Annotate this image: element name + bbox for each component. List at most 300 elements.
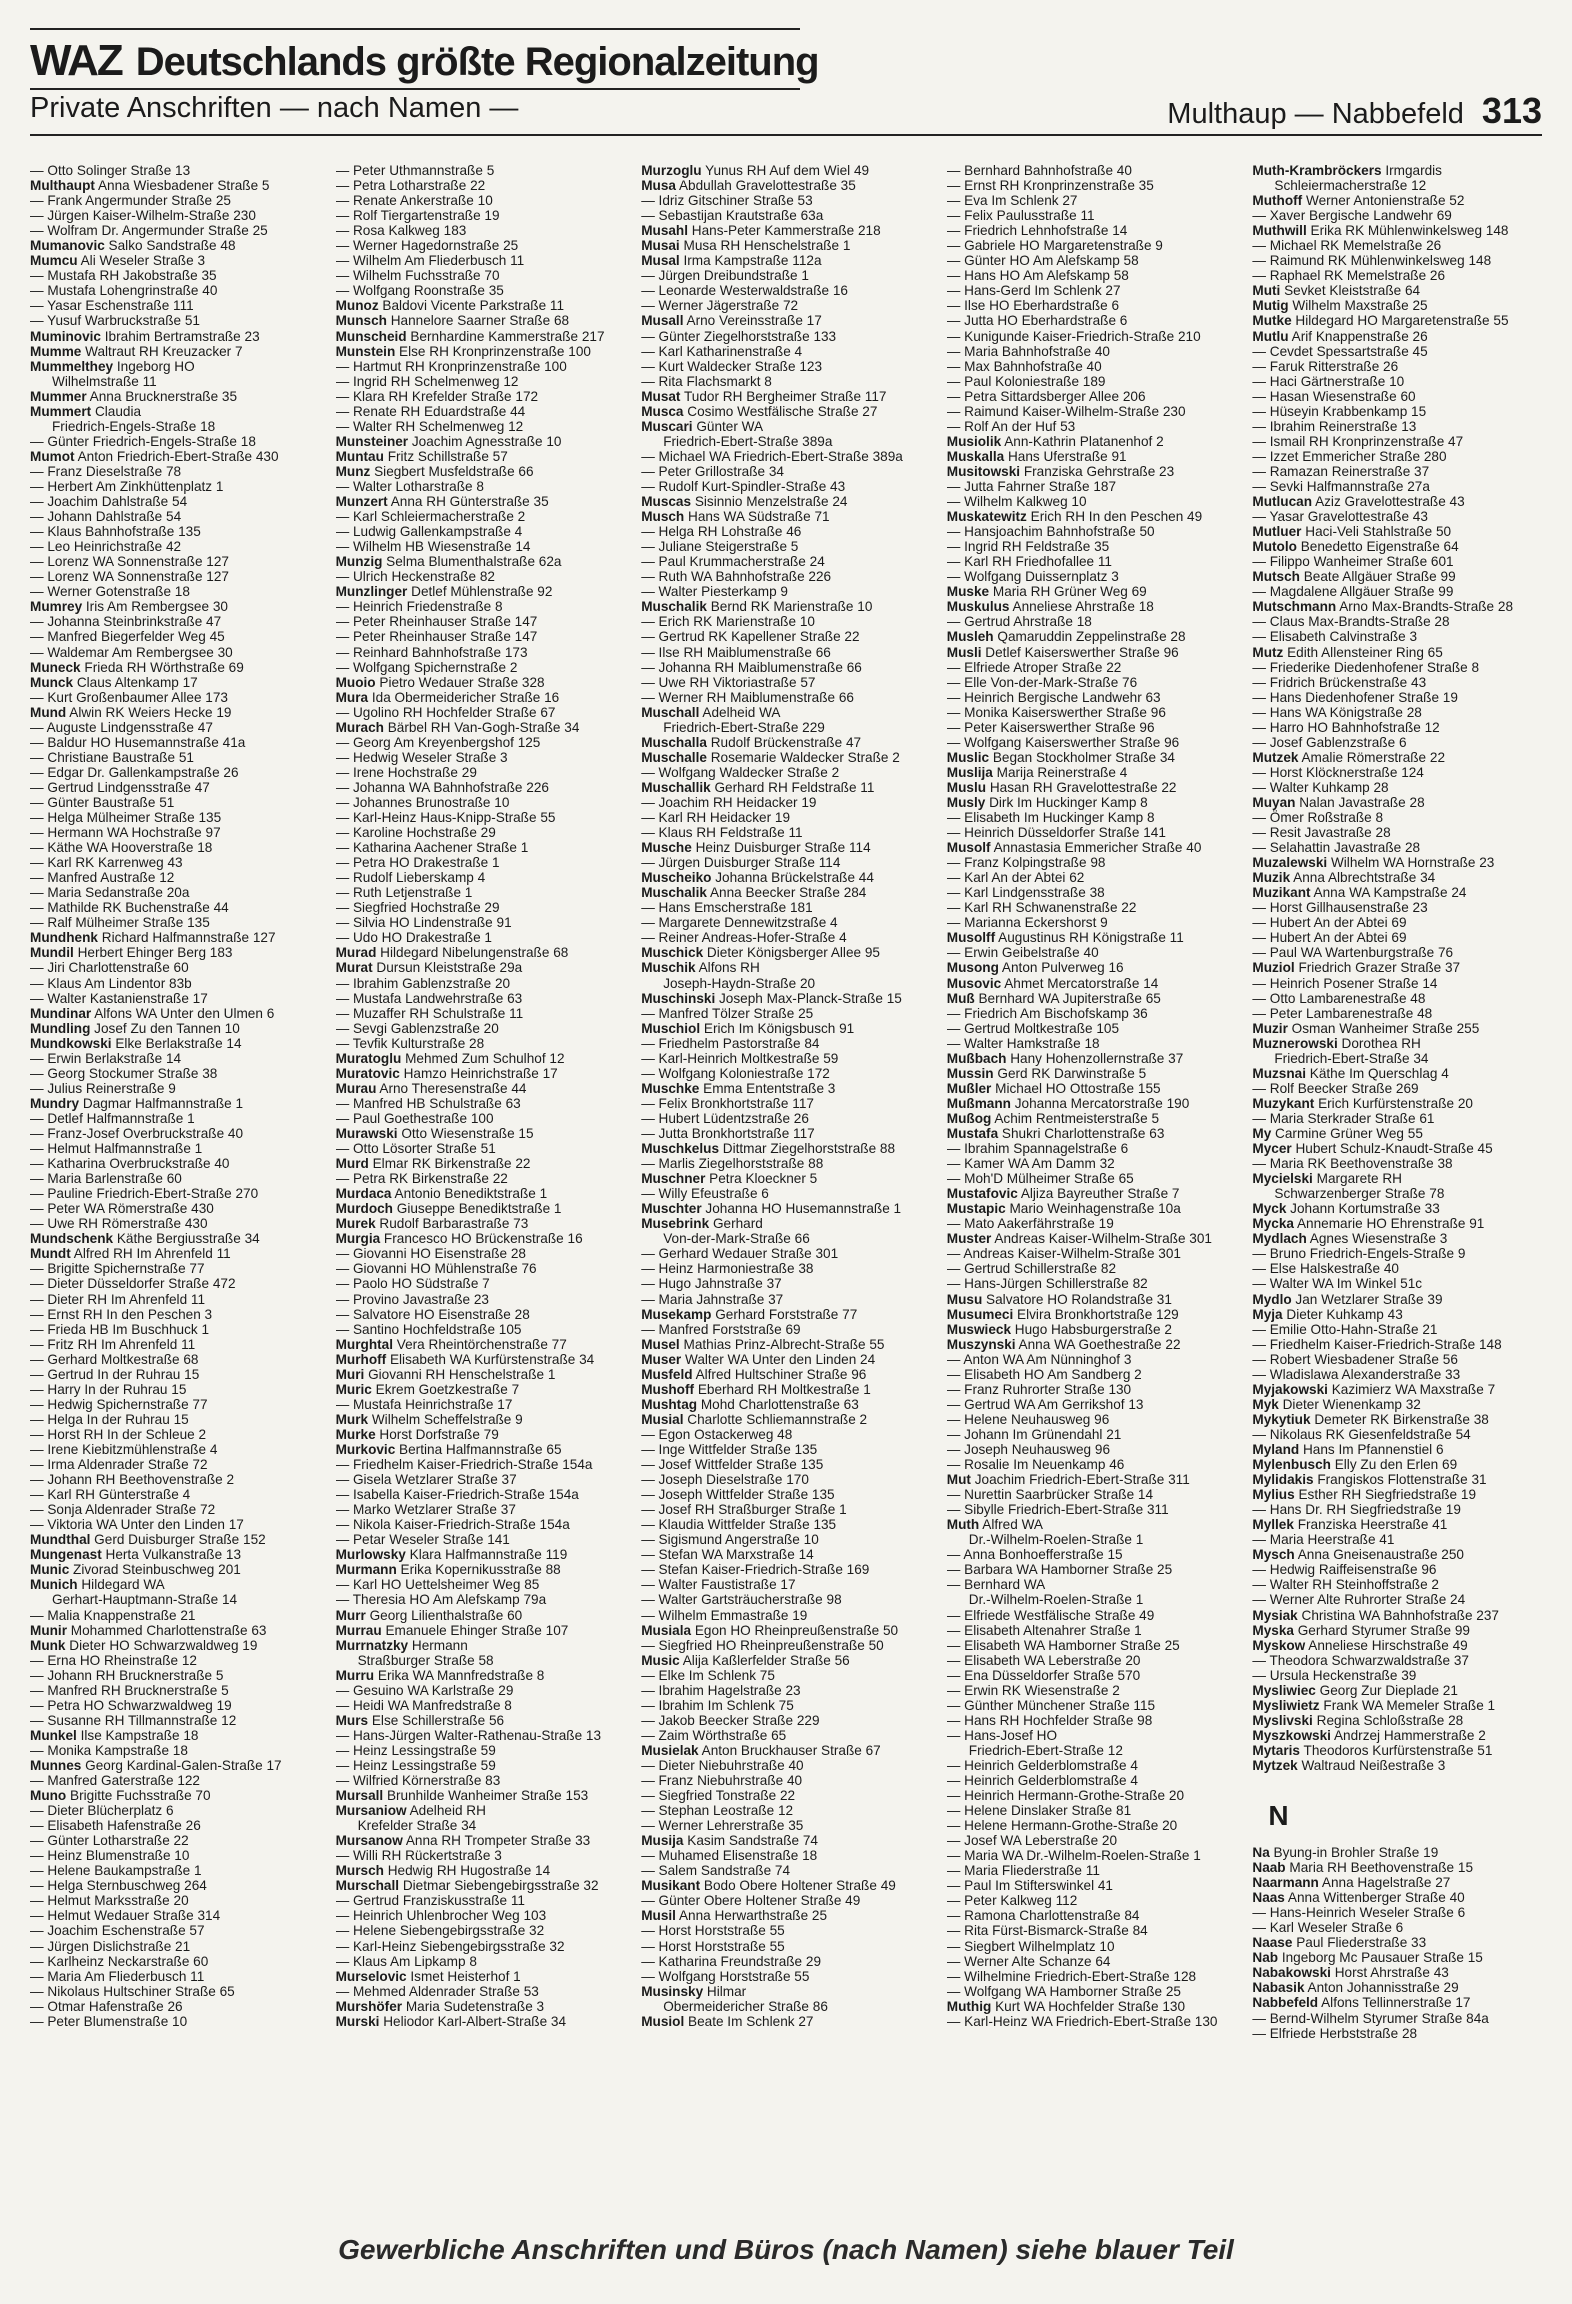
surname-entry: Muslija Marija Reinerstraße 4 [946, 764, 1128, 780]
surname-entry: Mutlu Arif Knappenstraße 26 [1252, 328, 1428, 344]
name-entry: — Ruth Letjenstraße 1 [335, 885, 473, 901]
name-entry: — Dieter Blücherplatz 6 [30, 1803, 174, 1819]
name-entry: — Reinhard Bahnhofstraße 173 [335, 644, 528, 660]
surname: Muneck [30, 659, 81, 675]
surname-entry: Mundhenk Richard Halfmannstraße 127 [30, 930, 276, 946]
surname-entry: Muric Ekrem Goetzkestraße 7 [335, 1381, 520, 1397]
surname-entry: Murmann Erika Kopernikusstraße 88 [335, 1562, 561, 1578]
surname: Muminovic [30, 328, 101, 344]
name-entry: — Dieter Düsseldorfer Straße 472 [30, 1276, 236, 1292]
surname-entry: Murlowsky Klara Halfmannstraße 119 [335, 1547, 568, 1563]
name-entry: — Katharina Aachener Straße 1 [335, 840, 529, 856]
masthead [30, 36, 819, 86]
name-entry: — Walter Lotharstraße 8 [335, 478, 484, 494]
name-entry: — Rita Flachsmarkt 8 [641, 373, 772, 389]
surname: Muzikant [1252, 885, 1311, 901]
name-entry: — Werner RH Maiblumenstraße 66 [641, 689, 854, 705]
name-entry: — Maria Jahnstraße 37 [641, 1291, 784, 1307]
surname: Muzalewski [1252, 855, 1328, 871]
surname-entry: Muschick Dieter Königsberger Allee 95 [641, 945, 880, 961]
name-entry: — Ursula Heckenstraße 39 [1252, 1667, 1417, 1683]
name-entry: — Franz Ruhrorter Straße 130 [946, 1381, 1132, 1397]
name-entry: — Rosalie Im Neuenkamp 46 [946, 1457, 1125, 1473]
surname: Munzlinger [335, 584, 408, 600]
name-entry: — Gisela Wetzlarer Straße 37 [335, 1472, 517, 1488]
surname: Murzoglu [641, 163, 702, 178]
name-entry: — Erwin RK Wiesenstraße 2 [946, 1682, 1120, 1698]
surname: Mundhenk [30, 930, 98, 946]
surname: Mut [946, 1472, 971, 1488]
surname-entry: Muschner Petra Kloeckner 5 [641, 1171, 818, 1187]
name-entry: — Maria Fliederstraße 11 [946, 1863, 1100, 1879]
name-entry: — Helga Sternbuschweg 264 [30, 1878, 207, 1894]
surname-entry: Myjakowski Kazimierz WA Maxstraße 7 [1252, 1381, 1496, 1397]
name-entry: — Sibylle Friedrich-Ebert-Straße 311 [946, 1502, 1169, 1518]
surname: Musong [946, 960, 999, 976]
surname: Music [641, 1652, 680, 1668]
name-entry: — Elisabeth Hafenstraße 26 [30, 1818, 201, 1834]
name-entry: — Jürgen Dislichstraße 21 [30, 1938, 191, 1954]
surname: Muratoglu [335, 1050, 402, 1066]
surname-entry: Multhaupt Anna Wiesbadener Straße 5 [30, 178, 270, 194]
name-entry: — Wolfgang Waldecker Straße 2 [641, 764, 840, 780]
surname: Mundthal [30, 1532, 91, 1548]
surname-entry: Muthoff Werner Antonienstraße 52 [1252, 193, 1465, 209]
name-range-label: Multhaup — Nabbefeld [1167, 98, 1464, 130]
name-entry: — Lorenz WA Sonnenstraße 127 [30, 554, 229, 570]
surname: Musiolik [946, 433, 1002, 449]
surname-entry: Mundil Herbert Ehinger Berg 183 [30, 945, 233, 961]
name-entry: — Helene Siebengebirgsstraße 32 [335, 1923, 545, 1939]
name-entry: — Fritz RH Im Ahrenfeld 11 [30, 1336, 196, 1352]
surname: Musahl [641, 223, 689, 239]
name-entry: — Walter RH Steinhoffstraße 2 [1252, 1577, 1439, 1593]
surname-entry: Musielak Anton Bruckhauser Straße 67 [641, 1742, 881, 1758]
surname: Muschner [641, 1171, 706, 1187]
entry-continuation: Dr.-Wilhelm-Roelen-Straße 1 [968, 1532, 1144, 1548]
surname-entry: Musiolik Ann-Kathrin Platanenhof 2 [946, 433, 1164, 449]
surname: Mundry [30, 1095, 80, 1111]
surname-entry: Muyan Nalan Javastraße 28 [1252, 794, 1425, 810]
surname: Munsch [335, 313, 387, 329]
name-entry: — Paul Im Stifterswinkel 41 [946, 1878, 1113, 1894]
surname-entry: Mycka Annemarie HO Ehrenstraße 91 [1252, 1216, 1485, 1232]
surname: Musinsky [641, 1983, 704, 1999]
surname: Muser [641, 1351, 682, 1367]
name-entry: — Kurt Waldecker Straße 123 [641, 358, 823, 374]
name-entry: — Heidi WA Manfredstraße 8 [335, 1697, 512, 1713]
name-entry: — Helene Dinslaker Straße 81 [946, 1803, 1132, 1819]
name-entry: — Edgar Dr. Gallenkampstraße 26 [30, 764, 239, 780]
surname-entry: Murek Rudolf Barbarastraße 73 [335, 1216, 529, 1232]
name-entry: — Ilse RH Maiblumenstraße 66 [641, 644, 831, 660]
surname-entry: Mustapic Mario Weinhagenstraße 10a [946, 1201, 1181, 1217]
surname-entry: Munkel Ilse Kampstraße 18 [30, 1727, 199, 1743]
surname-entry: Mumanovic Salko Sandstraße 48 [30, 238, 236, 254]
surname-entry: Murschall Dietmar Siebengebirgsstraße 32 [335, 1878, 599, 1894]
surname-entry: Myck Johann Kortumstraße 33 [1252, 1201, 1440, 1217]
surname: Murdoch [335, 1201, 393, 1217]
surname-entry: Mursanow Anna RH Trompeter Straße 33 [335, 1833, 591, 1849]
name-entry: — Maria Sedanstraße 20a [30, 885, 190, 901]
surname: Mußog [946, 1110, 992, 1126]
surname: Muslic [946, 749, 990, 765]
name-entry: — Susanne RH Tillmannstraße 12 [30, 1712, 237, 1728]
name-entry: — Kunigunde Kaiser-Friedrich-Straße 210 [946, 328, 1201, 344]
name-entry: — Klaus Am Lipkamp 8 [335, 1953, 477, 1969]
surname: Mykytiuk [1252, 1411, 1311, 1427]
surname-entry: Mutz Edith Allensteiner Ring 65 [1252, 644, 1443, 660]
surname-entry: Musolff Augustinus RH Königstraße 11 [946, 930, 1184, 946]
surname-entry: Mylidakis Frangiskos Flottenstraße 31 [1252, 1472, 1487, 1488]
surname-entry: Musfeld Alfred Hultschiner Straße 96 [641, 1366, 867, 1382]
name-entry: — Udo HO Drakestraße 1 [335, 930, 492, 946]
name-entry: — Günter Obere Holtener Straße 49 [641, 1893, 861, 1909]
surname-entry: Muth Alfred WA [946, 1517, 1043, 1533]
name-entry: — Wolfram Dr. Angermunder Straße 25 [30, 223, 268, 239]
surname-entry: Musal Irma Kampstraße 112a [641, 253, 822, 269]
surname: Mydlo [1252, 1291, 1292, 1307]
name-entry: — Yasar Gravelottestraße 43 [1252, 509, 1428, 525]
surname: Myjakowski [1252, 1381, 1328, 1397]
surname-entry: Muno Brigitte Fuchsstraße 70 [30, 1788, 211, 1804]
surname-entry: Musiala Egon HO Rheinpreußenstraße 50 [641, 1622, 899, 1638]
surname-entry: Musu Salvatore HO Rolandstraße 31 [946, 1291, 1172, 1307]
surname: Muslija [946, 764, 993, 780]
surname: Muschalik [641, 599, 707, 615]
name-entry: — Jutta HO Eberhardstraße 6 [946, 313, 1128, 329]
name-entry: — Raimund RK Mühlenwinkelsweg 148 [1252, 253, 1492, 269]
name-entry: — Izzet Emmericher Straße 280 [1252, 448, 1447, 464]
name-entry: — Karl Katharinenstraße 4 [641, 343, 803, 359]
name-entry: — Karl RH Günterstraße 4 [30, 1487, 191, 1503]
surname-entry: Munzert Anna RH Günterstraße 35 [335, 494, 549, 510]
surname-entry: Murke Horst Dorfstraße 79 [335, 1426, 499, 1442]
surname: Nabakowski [1252, 1965, 1331, 1981]
surname-entry: Muntau Fritz Schillstraße 57 [335, 448, 508, 464]
surname: Muschke [641, 1080, 700, 1096]
name-entry: — Ramona Charlottenstraße 84 [946, 1908, 1140, 1924]
surname-entry: Muznerowski Dorothea RH [1252, 1035, 1421, 1051]
name-entry: — Ibrahim Spannagelstraße 6 [946, 1141, 1129, 1157]
surname-entry: Munzig Selma Blumenthalstraße 62a [335, 554, 562, 570]
surname-entry: Muslu Hasan RH Gravelottestraße 22 [946, 779, 1177, 795]
surname-entry: Munzlinger Detlef Mühlenstraße 92 [335, 584, 553, 600]
surname-entry: Murkovic Bertina Halfmannstraße 65 [335, 1441, 562, 1457]
surname-entry: Musly Dirk Im Huckinger Kamp 8 [946, 794, 1148, 810]
surname: Musch [641, 509, 685, 525]
name-entry: — Manfred Tölzer Straße 25 [641, 1005, 814, 1021]
surname: Mungenast [30, 1547, 102, 1563]
name-entry: — Heinrich Friedenstraße 8 [335, 599, 503, 615]
name-entry: — Georg Stockumer Straße 38 [30, 1065, 218, 1081]
entry-continuation: Schleiermacherstraße 12 [1274, 178, 1427, 194]
name-entry: — Faruk Ritterstraße 26 [1252, 358, 1399, 374]
surname: Mumrey [30, 599, 83, 615]
name-entry: — Jutta Bronkhortstraße 117 [641, 1126, 815, 1141]
surname-entry: Mylius Esther RH Siegfriedstraße 19 [1252, 1487, 1477, 1503]
surname: Nabbefeld [1252, 1995, 1319, 2011]
name-entry: — Waldemar Am Rembergsee 30 [30, 644, 233, 660]
name-entry: — Willi RH Rückertstraße 3 [335, 1848, 502, 1864]
name-entry: — Jiri Charlottenstraße 60 [30, 960, 189, 976]
name-entry: — Ernst RH In den Peschen 3 [30, 1306, 213, 1322]
name-entry: — Kurt Großenbaumer Allee 173 [30, 689, 228, 705]
name-entry: — Josef WA Leberstraße 20 [946, 1833, 1118, 1849]
name-entry: — Jakob Beecker Straße 229 [641, 1712, 820, 1728]
name-entry: — Karl-Heinz WA Friedrich-Ebert-Straße 130 [946, 2013, 1218, 2029]
surname: Musal [641, 253, 680, 269]
surname-entry: Munstein Else RH Kronprinzenstraße 100 [335, 343, 591, 359]
name-entry: — Maria Heerstraße 41 [1252, 1532, 1395, 1548]
surname-entry: Mushtag Mohd Charlottenstraße 63 [641, 1396, 859, 1412]
surname-entry: Muschinski Joseph Max-Planck-Straße 15 [641, 990, 902, 1006]
name-entry: — Ilse HO Eberhardstraße 6 [946, 298, 1120, 314]
surname-entry: Muster Andreas Kaiser-Wilhelm-Straße 301 [946, 1231, 1212, 1247]
surname: Murke [335, 1426, 376, 1442]
name-entry: — Felix Paulusstraße 11 [946, 208, 1095, 224]
surname: Mursch [335, 1863, 384, 1879]
surname-entry: Murr Georg Lilienthalstraße 60 [335, 1607, 523, 1623]
entry-continuation: Wilhelmstraße 11 [52, 373, 157, 389]
surname: Muric [335, 1381, 372, 1397]
surname-entry: Murs Else Schillerstraße 56 [335, 1712, 505, 1728]
name-entry: — Heinz Harmoniestraße 38 [641, 1261, 814, 1277]
surname-entry: Muschalik Bernd RK Marienstraße 10 [641, 599, 873, 615]
name-entry: — Ömer Roßstraße 8 [1252, 810, 1384, 826]
surname: Muno [30, 1788, 67, 1804]
surname: Murach [335, 719, 384, 735]
entry-continuation: Friedrich-Ebert-Straße 229 [663, 719, 825, 735]
surname-entry: Munnes Georg Kardinal-Galen-Straße 17 [30, 1757, 282, 1773]
name-entry: — Ibrahim Reinerstraße 13 [1252, 418, 1417, 434]
surname: Musekamp [641, 1306, 712, 1322]
name-entry: — Sevki Halfmannstraße 27a [1252, 478, 1430, 494]
name-entry: — Rudolf Kurt-Spindler-Straße 43 [641, 478, 846, 494]
name-entry: — Juliane Steigerstraße 5 [641, 539, 799, 555]
name-entry: — Fridrich Brückenstraße 43 [1252, 674, 1427, 690]
entry-continuation: Friedrich-Ebert-Straße 12 [968, 1742, 1123, 1758]
surname: Muth-Krambröckers [1252, 163, 1382, 178]
surname-entry: Muzir Osman Wanheimer Straße 255 [1252, 1020, 1480, 1036]
surname: Murhoff [335, 1351, 387, 1367]
surname-entry: Muschalla Rudolf Brückenstraße 47 [641, 734, 862, 750]
surname-entry: Myk Dieter Wienenkamp 32 [1252, 1396, 1421, 1412]
surname: Muthwill [1252, 223, 1307, 239]
surname-entry: Mutschmann Arno Max-Brandts-Straße 28 [1252, 599, 1514, 615]
surname: Musai [641, 238, 680, 254]
surname-entry: Mutig Wilhelm Maxstraße 25 [1252, 298, 1428, 314]
name-entry: — Ibrahim Hagelstraße 23 [641, 1682, 801, 1698]
name-entry: — Salem Sandstraße 74 [641, 1863, 791, 1879]
surname-entry: Muzikant Anna WA Kampstraße 24 [1252, 885, 1467, 901]
surname: Munk [30, 1637, 66, 1653]
name-entry: — Werner Lehrerstraße 35 [641, 1818, 804, 1834]
name-entry: — Julius Reinerstraße 9 [30, 1080, 176, 1096]
surname: Naase [1252, 1935, 1293, 1951]
name-entry: — Gertrud In der Ruhrau 15 [30, 1366, 200, 1382]
name-entry: — Käthe WA Hooverstraße 18 [30, 840, 213, 856]
surname: Mutke [1252, 313, 1292, 329]
surname: Muscari [641, 418, 693, 434]
surname-entry: Musai Musa RH Henschelstraße 1 [641, 238, 851, 254]
surname: Musche [641, 840, 692, 856]
name-entry: — Josef Gablenzstraße 6 [1252, 734, 1407, 750]
surname: Munck [30, 674, 74, 690]
surname-entry: Mummelthey Ingeborg HO [30, 358, 195, 374]
surname-entry: Musekamp Gerhard Forststraße 77 [641, 1306, 858, 1322]
surname-entry: Mundinar Alfons WA Unter den Ulmen 6 [30, 1005, 275, 1021]
name-entry: — Joachim Dahlstraße 54 [30, 494, 188, 510]
surname: Mummert [30, 403, 92, 419]
surname: Mushoff [641, 1381, 695, 1397]
surname: Musa [641, 178, 676, 194]
name-entry: — Otto Lambarenestraße 48 [1252, 990, 1426, 1006]
entry-continuation: Friedrich-Engels-Straße 18 [52, 418, 216, 434]
name-entry: — Sonja Aldenrader Straße 72 [30, 1502, 216, 1518]
name-entry: — Klaudia Wittfelder Straße 135 [641, 1517, 837, 1533]
surname-entry: Muschke Emma Ententstraße 3 [641, 1080, 836, 1096]
name-entry: — Elisabeth HO Am Sandberg 2 [946, 1366, 1142, 1382]
surname-entry: Nabasik Anton Johannisstraße 29 [1252, 1980, 1459, 1996]
name-entry: — Mustafa Heinrichstraße 17 [335, 1396, 513, 1412]
name-entry: — Andreas Kaiser-Wilhelm-Straße 301 [946, 1246, 1181, 1262]
name-entry: — Salvatore HO Eisenstraße 28 [335, 1306, 530, 1322]
name-entry: — Helmut Halfmannstraße 1 [30, 1141, 203, 1157]
surname: Murrnatzky [335, 1637, 409, 1653]
surname: Mutz [1252, 644, 1284, 660]
surname: Muthig [946, 1998, 992, 2014]
surname: Murshöfer [335, 1998, 403, 2014]
surname-entry: Musall Arno Vereinsstraße 17 [641, 313, 822, 329]
name-entry: — Helga RH Lohstraße 46 [641, 524, 802, 540]
name-entry: — Karl RH Heidacker 19 [641, 810, 791, 826]
name-entry: — Harro HO Bahnhofstraße 12 [1252, 719, 1440, 735]
surname: Murek [335, 1216, 376, 1232]
name-entry: — Rolf An der Huf 53 [946, 418, 1076, 434]
name-entry: — Paul WA Wartenburgstraße 76 [1252, 945, 1454, 961]
name-entry: — Nikola Kaiser-Friedrich-Straße 154a [335, 1517, 570, 1533]
name-entry: — Peter Rheinhauser Straße 147 [335, 614, 538, 630]
name-entry: — Johann Dahlstraße 54 [30, 509, 182, 525]
surname-entry: Mytzek Waltraud Neißestraße 3 [1252, 1757, 1446, 1773]
name-entry: — Friedhelm Pastorstraße 84 [641, 1035, 820, 1051]
name-entry: — Hans-Josef HO [946, 1727, 1058, 1743]
name-entry: — Stefan Kaiser-Friedrich-Straße 169 [641, 1562, 870, 1578]
name-entry: — Haci Gärtnerstraße 10 [1252, 373, 1405, 389]
name-entry: — Wilhelm Am Fliederbusch 11 [335, 253, 525, 269]
surname-entry: Mysch Anna Gneisenaustraße 250 [1252, 1547, 1464, 1563]
name-entry: — Gertrud Schillerstraße 82 [946, 1261, 1117, 1277]
name-entry: — Elfriede Atroper Straße 22 [946, 659, 1122, 675]
surname: Mundil [30, 945, 74, 961]
surname: Mussin [946, 1065, 994, 1081]
name-entry: — Hans-Gerd Im Schlenk 27 [946, 283, 1121, 299]
surname: Munnes [30, 1757, 82, 1773]
surname: Munich [30, 1577, 78, 1593]
surname-entry: Mundschenk Käthe Bergiusstraße 34 [30, 1231, 260, 1247]
name-entry: — Monika Kaiserswerther Straße 96 [946, 704, 1166, 720]
name-entry: — Helga Mülheimer Straße 135 [30, 810, 222, 826]
surname-entry: Muthig Kurt WA Hochfelder Straße 130 [946, 1998, 1185, 2014]
name-entry: — Karl Schleiermacherstraße 2 [335, 509, 526, 525]
name-entry: — Helene Baukampstraße 1 [30, 1863, 202, 1879]
newspaper-logo: WAZ [30, 36, 122, 85]
name-entry: — Mustafa Lohengrinstraße 40 [30, 283, 218, 299]
surname: Musolf [946, 840, 991, 856]
name-entry: — Karl-Heinz Siebengebirgsstraße 32 [335, 1938, 565, 1954]
name-entry: — Hartmut RH Kronprinzenstraße 100 [335, 358, 567, 374]
surname: Muri [335, 1366, 365, 1382]
surname-entry: Mummert Claudia [30, 403, 142, 419]
name-entry: — Jürgen Kaiser-Wilhelm-Straße 230 [30, 208, 256, 224]
surname-entry: Mutzek Amalie Römerstraße 22 [1252, 749, 1446, 765]
name-entry: — Hubert An der Abtei 69 [1252, 915, 1407, 931]
name-entry: — Malia Knappenstraße 21 [30, 1607, 196, 1623]
name-entry: — Franz Kolpingstraße 98 [946, 855, 1106, 871]
surname-entry: Muß Bernhard WA Jupiterstraße 65 [946, 990, 1161, 1006]
name-entry: — Frieda HB Im Buschhuck 1 [30, 1321, 210, 1337]
name-entry: — Walter RH Schelmenweg 12 [335, 418, 524, 434]
name-entry: — Michael WA Friedrich-Ebert-Straße 389a [641, 448, 903, 464]
surname: Musall [641, 313, 684, 329]
surname: Musat [641, 388, 681, 404]
name-entry: — Sebastijan Krautstraße 63a [641, 208, 824, 224]
surname: Muster [946, 1231, 992, 1247]
surname: Mutluer [1252, 524, 1302, 540]
surname-entry: Mumot Anton Friedrich-Ebert-Straße 430 [30, 448, 279, 464]
surname: Musitowski [946, 463, 1021, 479]
name-entry: — Brigitte Spichernstraße 77 [30, 1261, 205, 1277]
surname: Muszynski [946, 1336, 1016, 1352]
name-entry: — Sevgi Gablenzstraße 20 [335, 1020, 499, 1036]
surname: Muschiol [641, 1020, 701, 1036]
surname-entry: Myja Dieter Kuhkamp 43 [1252, 1306, 1403, 1322]
surname: Murk [335, 1411, 369, 1427]
name-entry: — Klaus Am Lindentor 83b [30, 975, 192, 991]
surname: Mummer [30, 388, 87, 404]
name-entry: — Theresia HO Am Alefskamp 79a [335, 1592, 547, 1608]
surname-entry: Na Byung-in Brohler Straße 19 [1252, 1845, 1439, 1861]
surname-entry: Muthwill Erika RK Mühlenwinkelsweg 148 [1252, 223, 1509, 239]
surname: Mumanovic [30, 238, 105, 254]
name-entry: — Dieter RH Im Ahrenfeld 11 [30, 1291, 206, 1307]
surname: Murkovic [335, 1441, 396, 1457]
surname-entry: Muschkelus Dittmar Ziegelhorststraße 88 [641, 1141, 896, 1157]
entry-continuation: Friedrich-Ebert-Straße 389a [663, 433, 833, 449]
surname-entry: Murru Erika WA Mannfredstraße 8 [335, 1667, 545, 1683]
surname: Munsteiner [335, 433, 409, 449]
name-entry: — Renate Ankerstraße 10 [335, 193, 493, 209]
name-entry: — Maria WA Dr.-Wilhelm-Roelen-Straße 1 [946, 1848, 1201, 1864]
name-entry: — Johann RH Brucknerstraße 5 [30, 1667, 224, 1683]
surname-entry: Myszkowski Andrzej Hammerstraße 2 [1252, 1727, 1486, 1743]
name-entry: — Georg Am Kreyenbergshof 125 [335, 734, 541, 750]
name-entry: — Nurettin Saarbrücker Straße 14 [946, 1487, 1154, 1503]
name-entry: — Hans Dr. RH Siegfriedstraße 19 [1252, 1502, 1461, 1518]
name-entry: — Otmar Hafenstraße 26 [30, 1998, 183, 2014]
name-entry: — Moh'D Mülheimer Straße 65 [946, 1171, 1134, 1187]
surname: Mundkowski [30, 1035, 112, 1051]
surname-entry: Murrau Emanuele Ehinger Straße 107 [335, 1622, 569, 1638]
surname: Murlowsky [335, 1547, 406, 1563]
name-entry: — Paul Krummacherstraße 24 [641, 554, 825, 570]
surname: Mund [30, 704, 67, 720]
name-entry: — Stefan WA Marxstraße 14 [641, 1547, 814, 1563]
surname-entry: Naarmann Anna Hagelstraße 27 [1252, 1875, 1451, 1891]
name-entry: — Paul Goethestraße 100 [335, 1110, 494, 1126]
surname-entry: Muratoglu Mehmed Zum Schulhof 12 [335, 1050, 565, 1066]
